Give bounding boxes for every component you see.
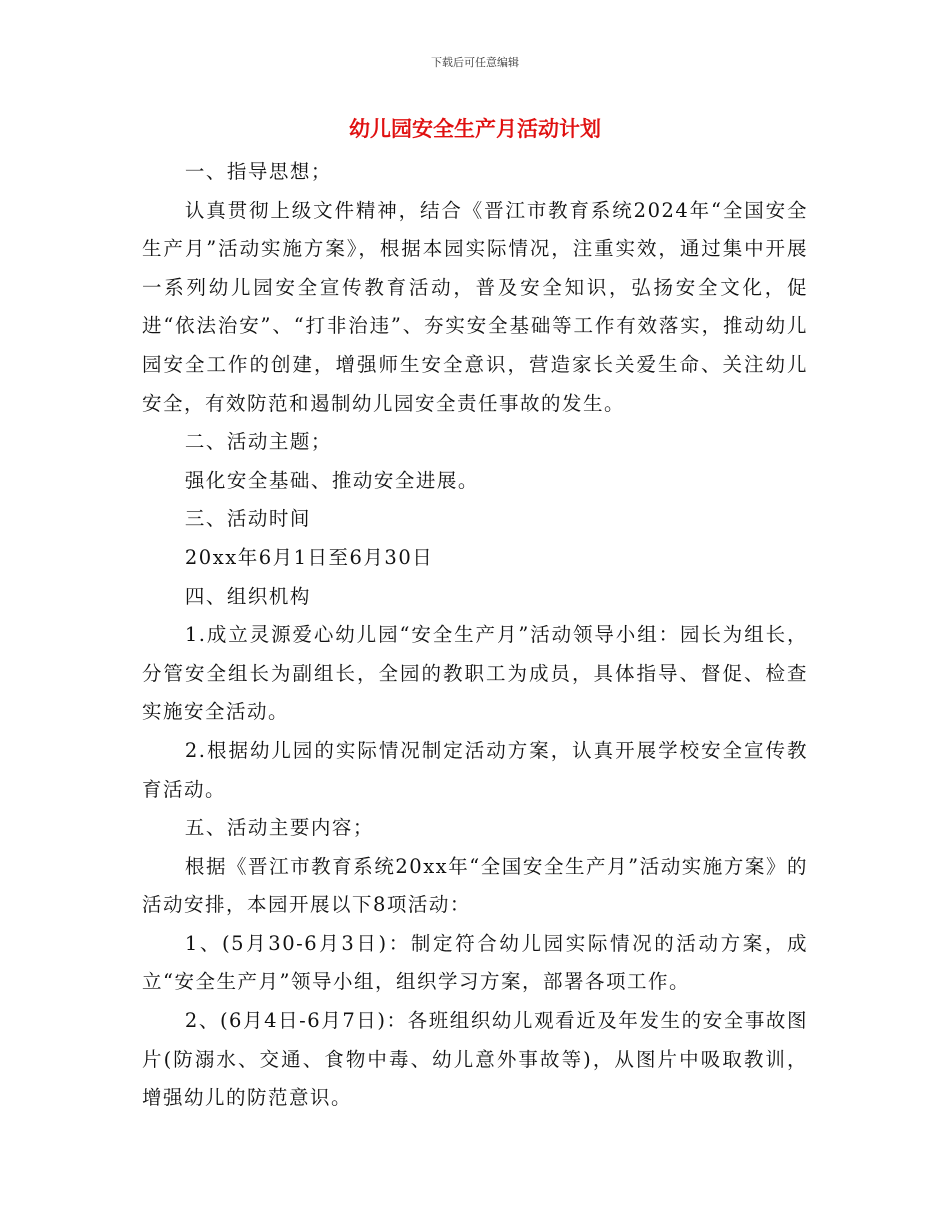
paragraph-time: 20xx年6月1日至6月30日	[184, 545, 434, 569]
document-title: 幼儿园安全生产月活动计划	[349, 117, 601, 141]
paragraph-organization-1: 1.成立灵源爱心幼儿园“安全生产月”活动领导小组：园长为组长，分管安全组长为副组长，全园的教职工为成员，具体指导、督促、检查实施安全活动。	[142, 623, 808, 724]
section-heading-theme: 二、活动主题；	[184, 430, 332, 454]
paragraph-theme: 强化安全基础、推动安全进展。	[184, 468, 479, 492]
document-body	[142, 153, 808, 1118]
section-heading-content: 五、活动主要内容；	[184, 816, 374, 840]
paragraph-content-intro: 根据《晋江市教育系统20xx年“全国安全生产月”活动实施方案》的活动安排，本园开展以下8项活动：	[142, 854, 808, 917]
header-note: 下载后可任意编辑	[431, 56, 519, 69]
paragraph-activity-1: 1、(5月30-6月3日)：制定符合幼儿园实际情况的活动方案，成立“安全生产月”领导小组，组织学习方案，部署各项工作。	[142, 931, 808, 994]
section-heading-time: 三、活动时间	[184, 507, 311, 531]
paragraph-organization-2: 2.根据幼儿园的实际情况制定活动方案，认真开展学校安全宣传教育活动。	[142, 738, 808, 801]
section-heading-guiding-thought: 一、指导思想；	[184, 160, 332, 183]
paragraph-activity-2: 2、(6月4日-6月7日)：各班组织幼儿观看近及年发生的安全事故图片(防溺水、交通、食物中毒、幼儿意外事故等)，从图片中吸取教训，增强幼儿的防范意识。	[142, 1009, 808, 1110]
section-heading-organization: 四、组织机构	[184, 584, 311, 608]
paragraph-guiding-thought: 认真贯彻上级文件精神，结合《晋江市教育系统2024年“全国安全生产月”活动实施方案》，根据本园实际情况，注重实效，通过集中开展一系列幼儿园安全宣传教育活动，普及安全知识，弘扬安全文化，促进“依法治安”、“打非治违”、夯实安全基础等工作有效落实，推动幼儿园安全工作的创建，增强师生安全意识，营造家长关爱生命、关注幼儿安全，有效防范和遏制幼儿园安全责任事故的发生。	[142, 198, 808, 415]
